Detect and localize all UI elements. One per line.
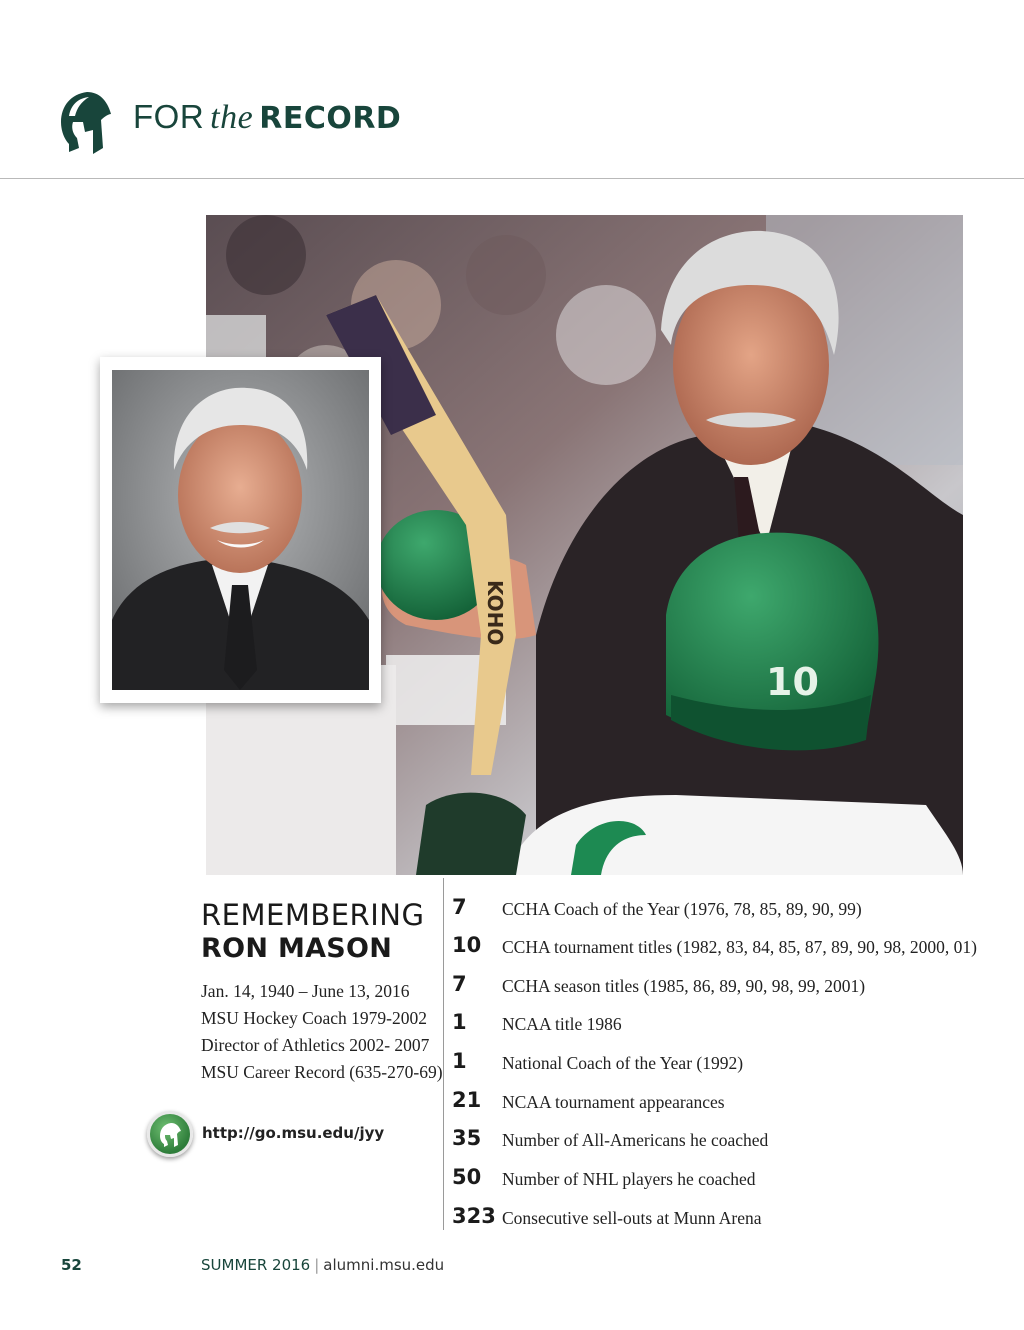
footer-site-link[interactable]: alumni.msu.edu xyxy=(323,1256,445,1274)
stat-number: 10 xyxy=(452,933,482,957)
issue-label: SUMMER 2016 xyxy=(201,1256,311,1274)
stat-label: CCHA tournament titles (1982, 83, 84, 85, 87, 89, 90, 98, 2000, 01) xyxy=(502,937,977,957)
column-divider xyxy=(443,878,444,1230)
stat-row xyxy=(452,933,1012,971)
page-header xyxy=(0,0,1024,180)
section-title xyxy=(133,98,401,137)
stat-label: Number of NHL players he coached xyxy=(502,1169,756,1189)
feature-name: RON MASON xyxy=(201,933,393,964)
stat-row xyxy=(452,1126,1012,1164)
spartan-helmet-icon xyxy=(57,90,113,156)
helmet-number-text: 10 xyxy=(766,660,819,704)
page-number: 52 xyxy=(61,1256,82,1274)
stat-label: Consecutive sell-outs at Munn Arena xyxy=(502,1208,762,1228)
stat-label: Number of All-Americans he coached xyxy=(502,1130,769,1150)
stat-row xyxy=(452,895,1012,933)
stat-label: CCHA Coach of the Year (1976, 78, 85, 89, 90, 99) xyxy=(502,899,862,919)
bio-line: MSU Career Record (635-270-69) xyxy=(201,1062,443,1082)
stat-number: 7 xyxy=(452,972,467,996)
stat-row xyxy=(452,1088,1012,1126)
portrait-photo xyxy=(112,370,369,690)
stat-row xyxy=(452,1049,1012,1087)
stat-row xyxy=(452,1010,1012,1048)
msu-link-badge-icon[interactable] xyxy=(147,1111,193,1157)
header-divider xyxy=(0,178,1024,179)
stat-number: 50 xyxy=(452,1165,482,1189)
stat-number: 323 xyxy=(452,1204,496,1228)
feature-kicker: REMEMBERING xyxy=(201,898,425,932)
footer-separator: | xyxy=(314,1256,320,1274)
stat-row xyxy=(452,1204,1012,1242)
bio-line: Jan. 14, 1940 – June 13, 2016 xyxy=(201,981,410,1001)
stat-number: 1 xyxy=(452,1010,467,1034)
footer-issue-line xyxy=(201,1256,444,1274)
title-the: the xyxy=(210,99,254,136)
msu-link[interactable]: http://go.msu.edu/jyy xyxy=(202,1124,385,1142)
bio-line: Director of Athletics 2002- 2007 xyxy=(201,1035,430,1055)
stat-label: CCHA season titles (1985, 86, 89, 90, 98, 99, 2001) xyxy=(502,976,866,996)
stat-number: 35 xyxy=(452,1126,482,1150)
stat-number: 7 xyxy=(452,895,467,919)
title-for: FOR xyxy=(133,98,205,135)
stat-row xyxy=(452,972,1012,1010)
portrait-frame xyxy=(100,357,381,703)
stick-brand-text: KOHO xyxy=(483,580,507,646)
stat-label: NCAA tournament appearances xyxy=(502,1092,725,1112)
stat-label: National Coach of the Year (1992) xyxy=(502,1053,744,1073)
stat-row xyxy=(452,1165,1012,1203)
stat-number: 1 xyxy=(452,1049,467,1073)
stat-number: 21 xyxy=(452,1088,482,1112)
bio-block xyxy=(201,978,443,1086)
bio-line: MSU Hockey Coach 1979-2002 xyxy=(201,1008,428,1028)
stat-label: NCAA title 1986 xyxy=(502,1014,622,1034)
title-record: RECORD xyxy=(259,101,402,136)
